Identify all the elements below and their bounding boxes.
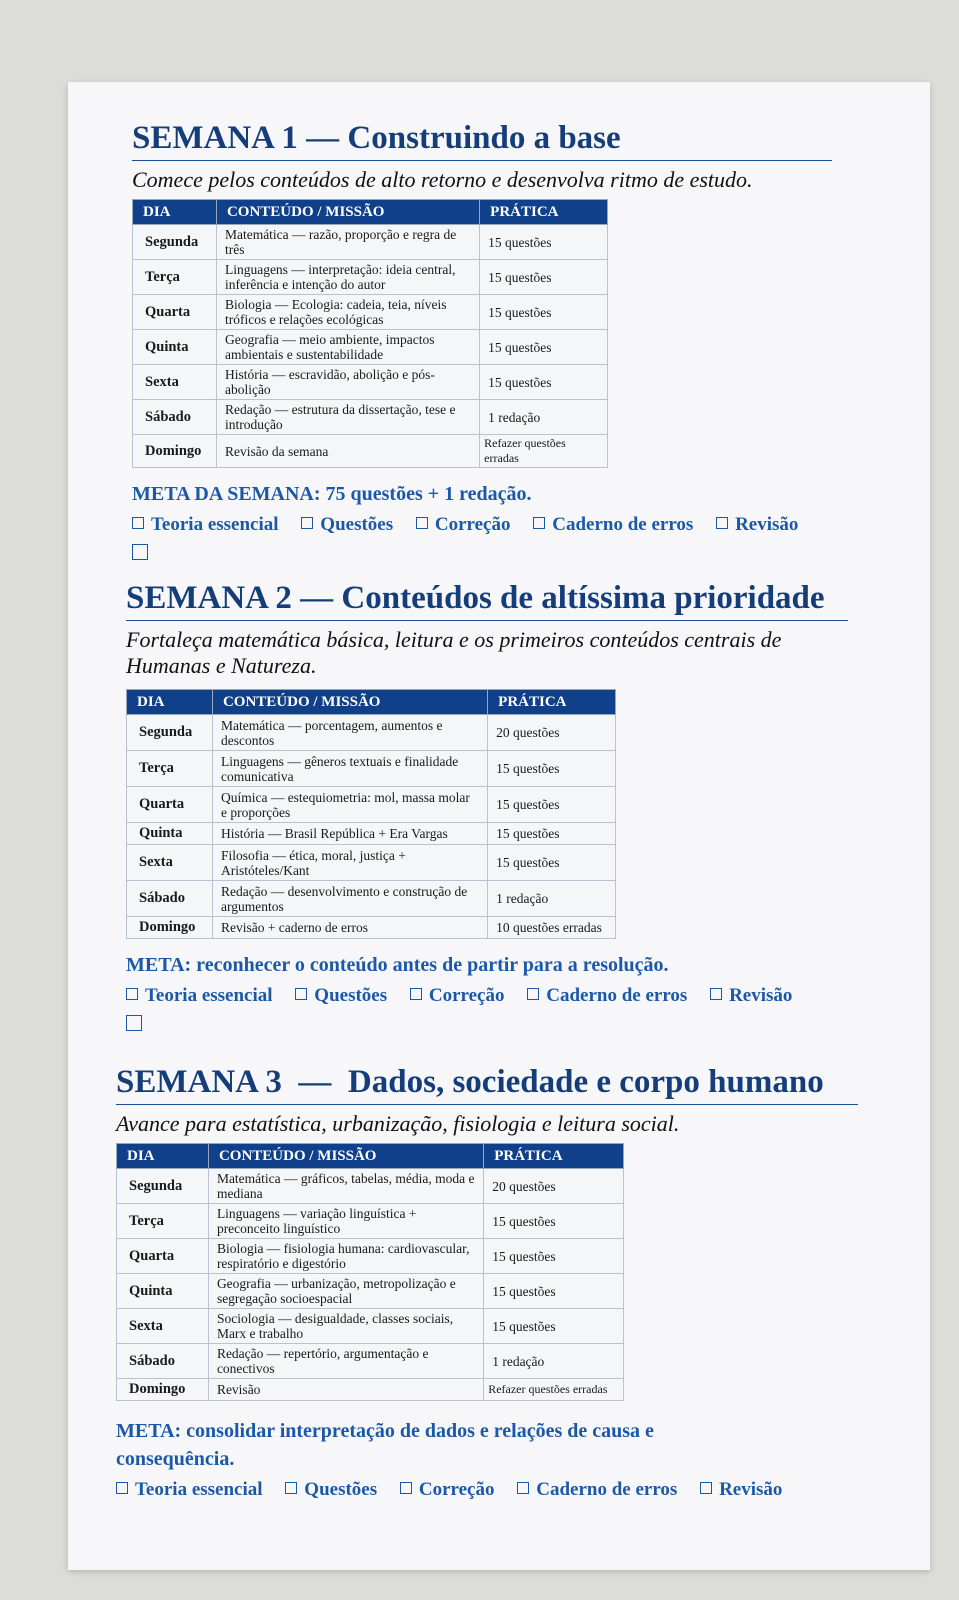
- checklist-label: Teoria essencial: [151, 514, 279, 535]
- checklist-label: Caderno de erros: [552, 514, 694, 535]
- checklist-label: Caderno de erros: [546, 985, 688, 1006]
- header-content: CONTEÚDO / MISSÃO: [208, 1144, 483, 1169]
- checkbox-icon[interactable]: [132, 544, 148, 560]
- checkbox-icon[interactable]: [527, 988, 539, 1000]
- checkbox-icon[interactable]: [517, 1482, 529, 1494]
- day-cell: Segunda: [117, 1169, 209, 1204]
- week-2-subtitle: Fortaleça matemática básica, leitura e os primeiros conteúdos centrais de Humanas e Natureza.: [126, 627, 782, 678]
- checklist-label: Correção: [434, 514, 511, 535]
- checkbox-icon[interactable]: [126, 1015, 142, 1031]
- checklist-label: Revisão: [729, 985, 793, 1006]
- content-cell: Linguagens — interpretação: ideia central, inferência e intenção do autor: [216, 260, 479, 295]
- content-cell: Matemática — gráficos, tabelas, média, moda e mediana: [208, 1169, 483, 1204]
- header-practice: PRÁTICA: [484, 1144, 624, 1169]
- content-cell: Linguagens — variação linguística + preconceito linguístico: [208, 1204, 483, 1239]
- table-row: [133, 400, 608, 435]
- checklist-item[interactable]: [416, 512, 511, 538]
- checklist-label: Revisão: [719, 1479, 783, 1500]
- practice-cell: Refazer questões erradas: [480, 435, 608, 468]
- practice-cell: 15 questões: [484, 1204, 624, 1239]
- checkbox-icon[interactable]: [710, 988, 722, 1000]
- header-day: DIA: [117, 1144, 209, 1169]
- day-cell: Sábado: [117, 1344, 209, 1379]
- practice-cell: 15 questões: [484, 1274, 624, 1309]
- day-cell: Sexta: [127, 845, 213, 881]
- table-row: [117, 1204, 624, 1239]
- content-cell: Matemática — razão, proporção e regra de três: [216, 225, 479, 260]
- day-cell: Sexta: [133, 365, 217, 400]
- practice-cell: 10 questões erradas: [488, 917, 616, 939]
- header-day: DIA: [127, 690, 213, 715]
- header-content: CONTEÚDO / MISSÃO: [216, 200, 479, 225]
- checklist-item[interactable]: [285, 1477, 377, 1503]
- week-3-meta: META: consolidar interpretação de dados e relações de causa e consequência.: [116, 1420, 654, 1470]
- week-1-section: [132, 118, 832, 569]
- week-3-title: SEMANA 3 — Dados, sociedade e corpo humano: [116, 1062, 858, 1105]
- day-cell: Quarta: [133, 295, 217, 330]
- day-cell: Segunda: [127, 715, 213, 751]
- practice-cell: 15 questões: [488, 751, 616, 787]
- checklist-item[interactable]: [301, 512, 393, 538]
- content-cell: Revisão + caderno de erros: [212, 917, 487, 939]
- day-cell: Sábado: [133, 400, 217, 435]
- content-cell: Biologia — fisiologia humana: cardiovascular, respiratório e digestório: [208, 1239, 483, 1274]
- week-3-section: [116, 1062, 858, 1503]
- week-1-meta: META DA SEMANA: 75 questões + 1 redação.: [132, 483, 532, 505]
- checklist-label: Correção: [418, 1479, 495, 1500]
- week-2-title: SEMANA 2 — Conteúdos de altíssima prioridade: [126, 578, 848, 621]
- header-day: DIA: [133, 200, 217, 225]
- checkbox-icon[interactable]: [533, 517, 545, 529]
- content-cell: História — escravidão, abolição e pós-abolição: [216, 365, 479, 400]
- header-practice: PRÁTICA: [480, 200, 608, 225]
- practice-cell: Refazer questões erradas: [484, 1379, 624, 1401]
- table-header-row: [127, 690, 616, 715]
- week-3-checklist: [116, 1477, 858, 1503]
- content-cell: Geografia — meio ambiente, impactos ambientais e sustentabilidade: [216, 330, 479, 365]
- practice-cell: 20 questões: [484, 1169, 624, 1204]
- table-row: [133, 435, 608, 468]
- practice-cell: 1 redação: [484, 1344, 624, 1379]
- practice-cell: 20 questões: [488, 715, 616, 751]
- checklist-label: Teoria essencial: [135, 1479, 263, 1500]
- checkbox-icon[interactable]: [700, 1482, 712, 1494]
- table-row: [133, 365, 608, 400]
- table-row: [133, 260, 608, 295]
- checklist-item[interactable]: [517, 1477, 677, 1503]
- week-3-table: [116, 1143, 624, 1401]
- checkbox-icon[interactable]: [400, 1482, 412, 1494]
- checklist-item[interactable]: [527, 983, 687, 1009]
- checklist-label: Questões: [320, 514, 394, 535]
- content-cell: Química — estequiometria: mol, massa molar e proporções: [212, 787, 487, 823]
- week-1-checklist: [132, 512, 832, 569]
- practice-cell: 1 redação: [488, 881, 616, 917]
- table-row: [127, 917, 616, 939]
- table-row: [127, 823, 616, 845]
- content-cell: História — Brasil República + Era Vargas: [212, 823, 487, 845]
- week-2-meta: META: reconhecer o conteúdo antes de partir para a resolução.: [126, 954, 669, 976]
- week-2-section: [126, 578, 848, 1040]
- day-cell: Terça: [117, 1204, 209, 1239]
- table-row: [127, 787, 616, 823]
- table-row: [127, 845, 616, 881]
- checkbox-icon[interactable]: [126, 988, 138, 1000]
- practice-cell: 15 questões: [480, 225, 608, 260]
- checklist-item[interactable]: [295, 983, 387, 1009]
- checkbox-icon[interactable]: [416, 517, 428, 529]
- day-cell: Quinta: [127, 823, 213, 845]
- checklist-item[interactable]: [132, 512, 279, 538]
- practice-cell: 1 redação: [480, 400, 608, 435]
- table-header-row: [117, 1144, 624, 1169]
- day-cell: Quarta: [127, 787, 213, 823]
- checklist-item[interactable]: [710, 983, 792, 1009]
- checklist-label: Questões: [314, 985, 388, 1006]
- table-row: [133, 330, 608, 365]
- content-cell: Geografia — urbanização, metropolização e segregação socioespacial: [208, 1274, 483, 1309]
- checklist-label: Caderno de erros: [536, 1479, 678, 1500]
- content-cell: Filosofia — ética, moral, justiça + Aristóteles/Kant: [212, 845, 487, 881]
- table-row: [117, 1239, 624, 1274]
- checklist-item[interactable]: [126, 983, 273, 1009]
- content-cell: Revisão da semana: [216, 435, 479, 468]
- content-cell: Linguagens — gêneros textuais e finalidade comunicativa: [212, 751, 487, 787]
- content-cell: Matemática — porcentagem, aumentos e descontos: [212, 715, 487, 751]
- day-cell: Quinta: [133, 330, 217, 365]
- day-cell: Sexta: [117, 1309, 209, 1344]
- practice-cell: 15 questões: [480, 295, 608, 330]
- table-row: [117, 1169, 624, 1204]
- day-cell: Terça: [127, 751, 213, 787]
- practice-cell: 15 questões: [484, 1239, 624, 1274]
- day-cell: Quinta: [117, 1274, 209, 1309]
- day-cell: Domingo: [133, 435, 217, 468]
- checkbox-icon[interactable]: [132, 517, 144, 529]
- table-row: [117, 1274, 624, 1309]
- checklist-item[interactable]: [116, 1477, 263, 1503]
- content-cell: Biologia — Ecologia: cadeia, teia, níveis tróficos e relações ecológicas: [216, 295, 479, 330]
- table-row: [127, 715, 616, 751]
- day-cell: Domingo: [117, 1379, 209, 1401]
- checklist-label: Teoria essencial: [145, 985, 273, 1006]
- checkbox-icon[interactable]: [716, 517, 728, 529]
- checklist-item[interactable]: [400, 1477, 495, 1503]
- table-row: [117, 1344, 624, 1379]
- checkbox-icon[interactable]: [295, 988, 307, 1000]
- practice-cell: 15 questões: [488, 845, 616, 881]
- table-header-row: [133, 200, 608, 225]
- checklist-item[interactable]: [410, 983, 505, 1009]
- checkbox-icon[interactable]: [301, 517, 313, 529]
- content-cell: Revisão: [208, 1379, 483, 1401]
- content-cell: Redação — desenvolvimento e construção de argumentos: [212, 881, 487, 917]
- table-row: [117, 1309, 624, 1344]
- day-cell: Sábado: [127, 881, 213, 917]
- day-cell: Segunda: [133, 225, 217, 260]
- practice-cell: 15 questões: [480, 330, 608, 365]
- practice-cell: 15 questões: [484, 1309, 624, 1344]
- day-cell: Terça: [133, 260, 217, 295]
- week-3-subtitle: Avance para estatística, urbanização, fisiologia e leitura social.: [116, 1111, 680, 1136]
- checklist-label: Revisão: [735, 514, 799, 535]
- checklist-label: Correção: [428, 985, 505, 1006]
- week-1-subtitle: Comece pelos conteúdos de alto retorno e desenvolva ritmo de estudo.: [132, 167, 753, 192]
- checklist-label: Questões: [304, 1479, 378, 1500]
- week-1-table: [132, 199, 608, 468]
- practice-cell: 15 questões: [488, 823, 616, 845]
- table-row: [127, 881, 616, 917]
- header-content: CONTEÚDO / MISSÃO: [212, 690, 487, 715]
- table-row: [117, 1379, 624, 1401]
- checkbox-icon[interactable]: [410, 988, 422, 1000]
- header-practice: PRÁTICA: [488, 690, 616, 715]
- table-row: [133, 225, 608, 260]
- table-row: [133, 295, 608, 330]
- content-cell: Sociologia — desigualdade, classes sociais, Marx e trabalho: [208, 1309, 483, 1344]
- week-2-table: [126, 689, 616, 939]
- checklist-item[interactable]: [533, 512, 693, 538]
- day-cell: Domingo: [127, 917, 213, 939]
- paper-sheet: [68, 82, 930, 1570]
- checkbox-icon[interactable]: [116, 1482, 128, 1494]
- checklist-item[interactable]: [700, 1477, 782, 1503]
- practice-cell: 15 questões: [480, 260, 608, 295]
- checklist-item[interactable]: [716, 512, 798, 538]
- week-1-title: SEMANA 1 — Construindo a base: [132, 118, 832, 161]
- checkbox-icon[interactable]: [285, 1482, 297, 1494]
- content-cell: Redação — estrutura da dissertação, tese e introdução: [216, 400, 479, 435]
- practice-cell: 15 questões: [488, 787, 616, 823]
- practice-cell: 15 questões: [480, 365, 608, 400]
- content-cell: Redação — repertório, argumentação e conectivos: [208, 1344, 483, 1379]
- table-row: [127, 751, 616, 787]
- day-cell: Quarta: [117, 1239, 209, 1274]
- week-2-checklist: [126, 983, 848, 1040]
